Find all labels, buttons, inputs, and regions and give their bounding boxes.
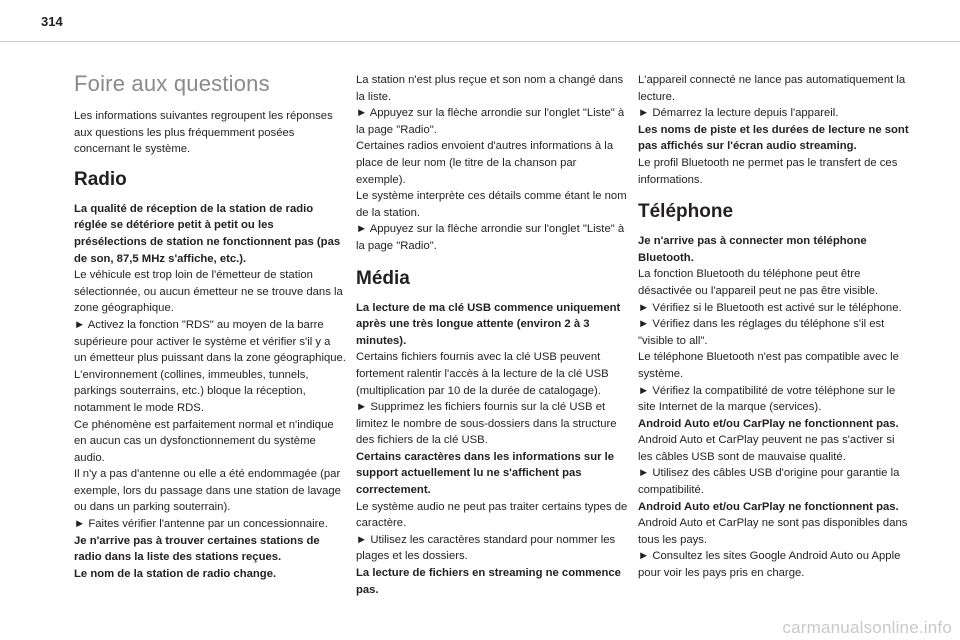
page-number: 314 xyxy=(41,14,63,29)
faq-answer-line: Android Auto et CarPlay peuvent ne pas s'activer si les câbles USB sont de mauvaise qualité. xyxy=(638,434,895,463)
faq-answer-line: ► Vérifiez si le Bluetooth est activé sur le téléphone. xyxy=(638,301,902,314)
faq-answer-line: Certains fichiers fournis avec la clé USB peuvent fortement ralentir l'accès à la lecture de la clé USB (multiplication par 10 de la durée de catalogage). xyxy=(356,351,609,397)
faq-answer-line: Android Auto et CarPlay ne sont pas disponibles dans tous les pays. xyxy=(638,517,908,546)
faq-question: Le nom de la station de radio change. xyxy=(74,567,277,580)
column-2 xyxy=(356,72,628,598)
faq-answer-line: Il n'y a pas d'antenne ou elle a été endommagée (par exemple, lors du passage dans une station de lavage ou dans un parking souterrain). xyxy=(74,468,341,514)
faq-answer-line: ► Faites vérifier l'antenne par un concessionnaire. xyxy=(74,518,328,531)
faq-question: Je n'arrive pas à connecter mon téléphone Bluetooth. xyxy=(638,235,867,264)
faq-answer-line: La station n'est plus reçue et son nom a changé dans la liste. xyxy=(356,74,624,103)
faq-answer-line: Ce phénomène est parfaitement normal et n'indique en aucun cas un dysfonctionnement du système audio. xyxy=(74,418,334,464)
faq-answer-line: ► Utilisez les caractères standard pour nommer les plages et les dossiers. xyxy=(356,533,616,563)
faq-answer-line: Le système interprète ces détails comme étant le nom de la station. xyxy=(356,190,627,219)
column-3 xyxy=(638,72,910,582)
faq-answer-line: Le véhicule est trop loin de l'émetteur de station sélectionnée, ou aucun émetteur ne se trouve dans la zone géographique. xyxy=(74,269,343,315)
faq-answer-line: ► Appuyez sur la flèche arrondie sur l'onglet "Liste" à la page "Radio". xyxy=(356,107,625,136)
page-header xyxy=(0,0,960,48)
faq-answer-line: ► Activez la fonction "RDS" au moyen de la barre supérieure pour activer le système et vérifier s'il y a un émetteur plus puissant dans la zone géographique. xyxy=(74,318,346,365)
faq-answer-line: L'appareil connecté ne lance pas automatiquement la lecture. xyxy=(638,74,906,103)
header-divider xyxy=(0,41,960,42)
faq-question: Certains caractères dans les informations sur le support actuellement lu ne s'affichent pas correctement. xyxy=(356,450,615,497)
faq-question: La lecture de fichiers en streaming ne commence pas. xyxy=(356,567,621,596)
faq-question: Android Auto et/ou CarPlay ne fonctionnent pas. xyxy=(638,500,899,513)
faq-answer-line: Certaines radios envoient d'autres informations à la place de leur nom (le titre de la chanson par exemple). xyxy=(356,140,614,186)
column-1 xyxy=(74,70,346,582)
faq-answer-line: La fonction Bluetooth du téléphone peut être désactivée ou l'appareil peut ne pas être visible. xyxy=(638,268,879,297)
faq-question: Je n'arrive pas à trouver certaines stations de radio dans la liste des stations reçues. xyxy=(74,534,320,564)
faq-answer-line: Le profil Bluetooth ne permet pas le transfert de ces informations. xyxy=(638,156,898,186)
faq-answer-line: ► Démarrez la lecture depuis l'appareil. xyxy=(638,107,839,120)
watermark: carmanualsonline.info xyxy=(782,618,952,637)
section-heading-telephone: Téléphone xyxy=(638,201,734,223)
faq-answer-line: Le téléphone Bluetooth n'est pas compatible avec le système. xyxy=(638,351,899,380)
intro-paragraph: Les informations suivantes regroupent les réponses aux questions les plus fréquemment posées concernant le système. xyxy=(74,110,333,156)
media-content-continued xyxy=(638,72,910,188)
faq-question: La lecture de ma clé USB commence uniquement après une très longue attente (environ 2 à 3 minutes). xyxy=(356,301,621,347)
telephone-content xyxy=(638,233,910,581)
media-content xyxy=(356,300,628,599)
faq-answer-line: ► Utilisez des câbles USB d'origine pour garantie la compatibilité. xyxy=(638,467,900,497)
faq-answer-line: ► Supprimez les fichiers fournis sur la clé USB et limitez le nombre de sous-dossiers dans la structure des fichiers de la clé USB. xyxy=(356,401,617,447)
faq-answer-line: ► Vérifiez dans les réglages du téléphone s'il est "visible to all". xyxy=(638,318,885,347)
radio-content xyxy=(74,201,346,583)
faq-question: Les noms de piste et les durées de lecture ne sont pas affichés sur l'écran audio streaming. xyxy=(638,123,909,153)
faq-question: La qualité de réception de la station de radio réglée se détériore petit à petit ou les présélections de station ne fonctionnent pas (pas de son, 87,5 MHz s'affiche, etc.). xyxy=(74,202,341,265)
radio-content-continued xyxy=(356,72,628,255)
faq-answer-line: ► Appuyez sur la flèche arrondie sur l'onglet "Liste" à la page "Radio". xyxy=(356,223,625,252)
faq-question: Android Auto et/ou CarPlay ne fonctionnent pas. xyxy=(638,417,899,430)
page-title: Foire aux questions xyxy=(74,71,270,96)
section-heading-radio: Radio xyxy=(74,168,127,190)
faq-answer-line: Le système audio ne peut pas traiter certains types de caractère. xyxy=(356,500,628,530)
faq-answer-line: ► Vérifiez la compatibilité de votre téléphone sur le site Internet de la marque (services). xyxy=(638,384,896,414)
faq-answer-line: L'environnement (collines, immeubles, tunnels, parkings souterrains, etc.) bloque la réception, notamment le mode RDS. xyxy=(74,368,309,414)
section-heading-media: Média xyxy=(356,267,410,289)
faq-answer-line: ► Consultez les sites Google Android Auto ou Apple pour voir les pays pris en charge. xyxy=(638,550,901,580)
